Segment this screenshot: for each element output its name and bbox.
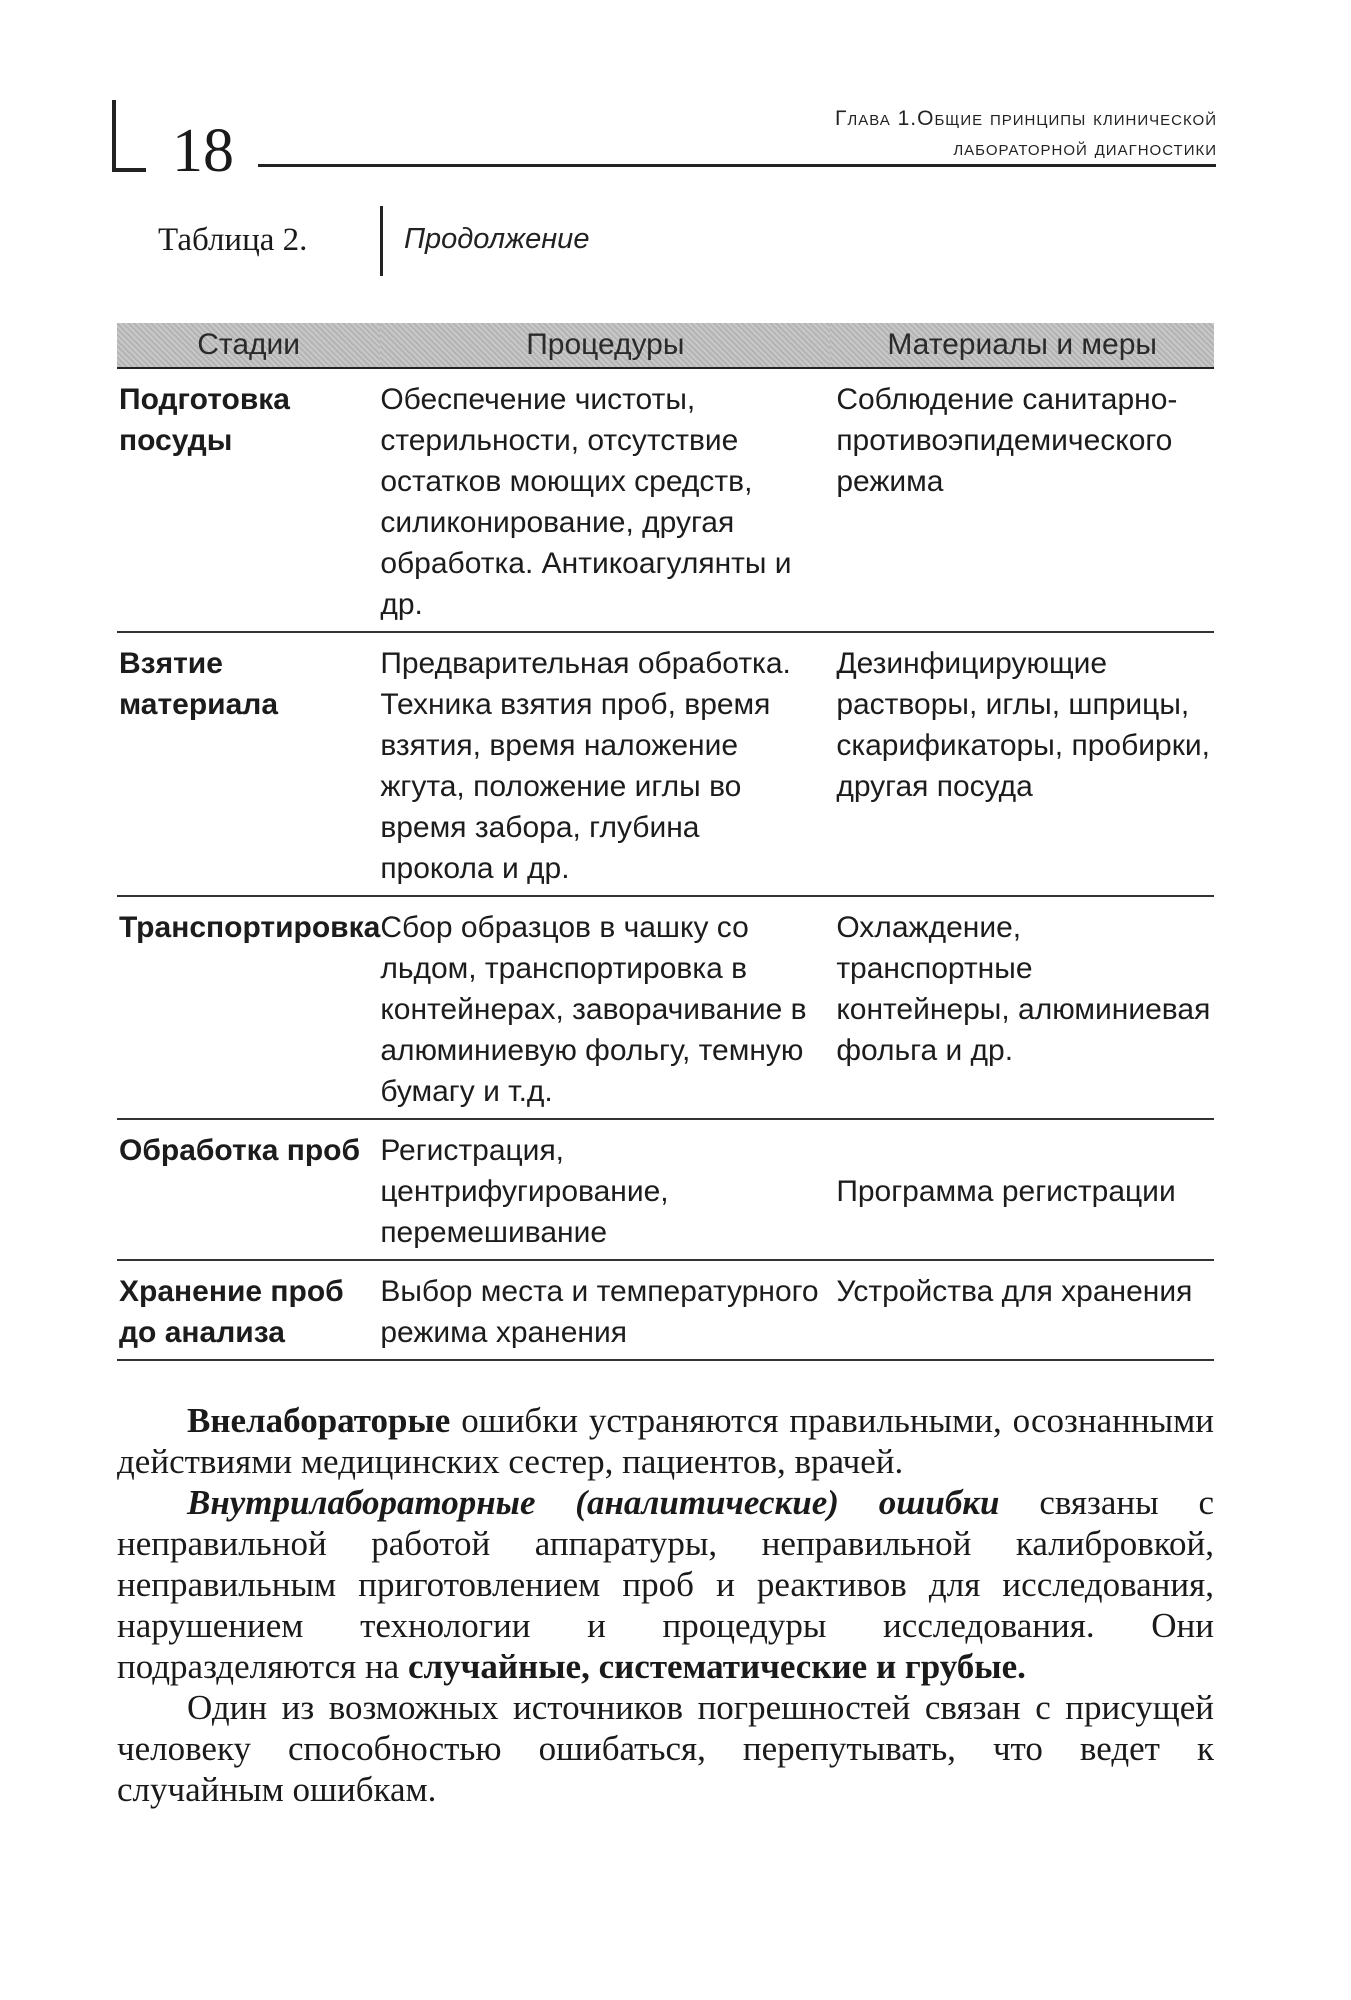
bold-term: Внелабораторые — [187, 1401, 451, 1440]
paragraph-text: Один из возможных источников погрешностей связан с присущей человеку способностью ошибаться, перепутывать, что ведет к случайным ошибкам. — [117, 1688, 1214, 1809]
stage-cell: Обработка проб — [117, 1119, 380, 1260]
table-row — [117, 632, 1214, 896]
procedures-cell: Сбор образцов в чашку со льдом, транспортировка в контейнерах, заворачивание в алюминиевую фольгу, темную бумагу и т.д. — [380, 896, 830, 1119]
paragraph — [117, 1482, 1214, 1687]
column-header-stages: Стадии — [117, 323, 380, 368]
body-text — [117, 1400, 1214, 1810]
paragraph — [117, 1400, 1214, 1482]
table-row — [117, 896, 1214, 1119]
running-head-line-1: Глава 1.Общие принципы клинической — [835, 107, 1217, 130]
table-row — [117, 1260, 1214, 1360]
paragraph — [117, 1687, 1214, 1810]
stage-cell: Транспортировка — [117, 896, 380, 1119]
bold-term: случайные, систематические и грубые. — [407, 1647, 1026, 1686]
materials-cell: Устройства для хранения — [830, 1260, 1214, 1360]
column-header-procedures: Процедуры — [380, 323, 830, 368]
corner-mark — [112, 100, 146, 172]
running-head — [835, 104, 1217, 164]
table-caption: Таблица 2. — [158, 222, 308, 258]
materials-cell: Соблюдение санитарно-противоэпидемического режима — [830, 368, 1214, 632]
header-rule — [258, 164, 1216, 167]
paragraph-text: ошибки устраняются правильными, осознанными действиями медицинских сестер, пациентов, врачей. — [117, 1401, 1214, 1481]
procedures-cell: Предварительная обработка. Техника взятия проб, время взятия, время наложение жгута, положение иглы во время забора, глубина прокола и др. — [380, 632, 830, 896]
paragraph-text: связаны с неправильной работой аппаратуры, неправильной калибровкой, неправильным приготовлением проб и реактивов для исследования, нарушением технологии и процедуры исследования. Они подразделяются на — [117, 1483, 1214, 1686]
table-row — [117, 1119, 1214, 1260]
materials-cell: Дезинфицирующие растворы, иглы, шприцы, скарификаторы, пробирки, другая посуда — [830, 632, 1214, 896]
table-row — [117, 368, 1214, 632]
procedures-cell: Обеспечение чистоты, стерильности, отсутствие остатков моющих средств, силиконирование, другая обработка. Антикоагулянты и др. — [380, 368, 830, 632]
stages-table — [117, 323, 1214, 1361]
running-head-line-2: лабораторной диагностики — [953, 137, 1217, 160]
column-header-materials: Материалы и меры — [830, 323, 1214, 368]
table-continuation-label: Продолжение — [404, 223, 590, 255]
bold-italic-term: Внутрилабораторные (аналитические) ошибки — [187, 1483, 1000, 1522]
procedures-cell: Выбор места и температурного режима хранения — [380, 1260, 830, 1360]
materials-cell: Программа регистрации — [830, 1119, 1214, 1260]
caption-divider — [380, 206, 383, 276]
stage-cell: Подготовка посуды — [117, 368, 380, 632]
materials-cell: Охлаждение, транспортные контейнеры, алюминиевая фольга и др. — [830, 896, 1214, 1119]
table-header-row — [117, 323, 1214, 368]
page-number: 18 — [172, 117, 234, 185]
stage-cell: Взятие материала — [117, 632, 380, 896]
stage-cell: Хранение проб до анализа — [117, 1260, 380, 1360]
procedures-cell: Регистрация, центрифугирование, перемешивание — [380, 1119, 830, 1260]
